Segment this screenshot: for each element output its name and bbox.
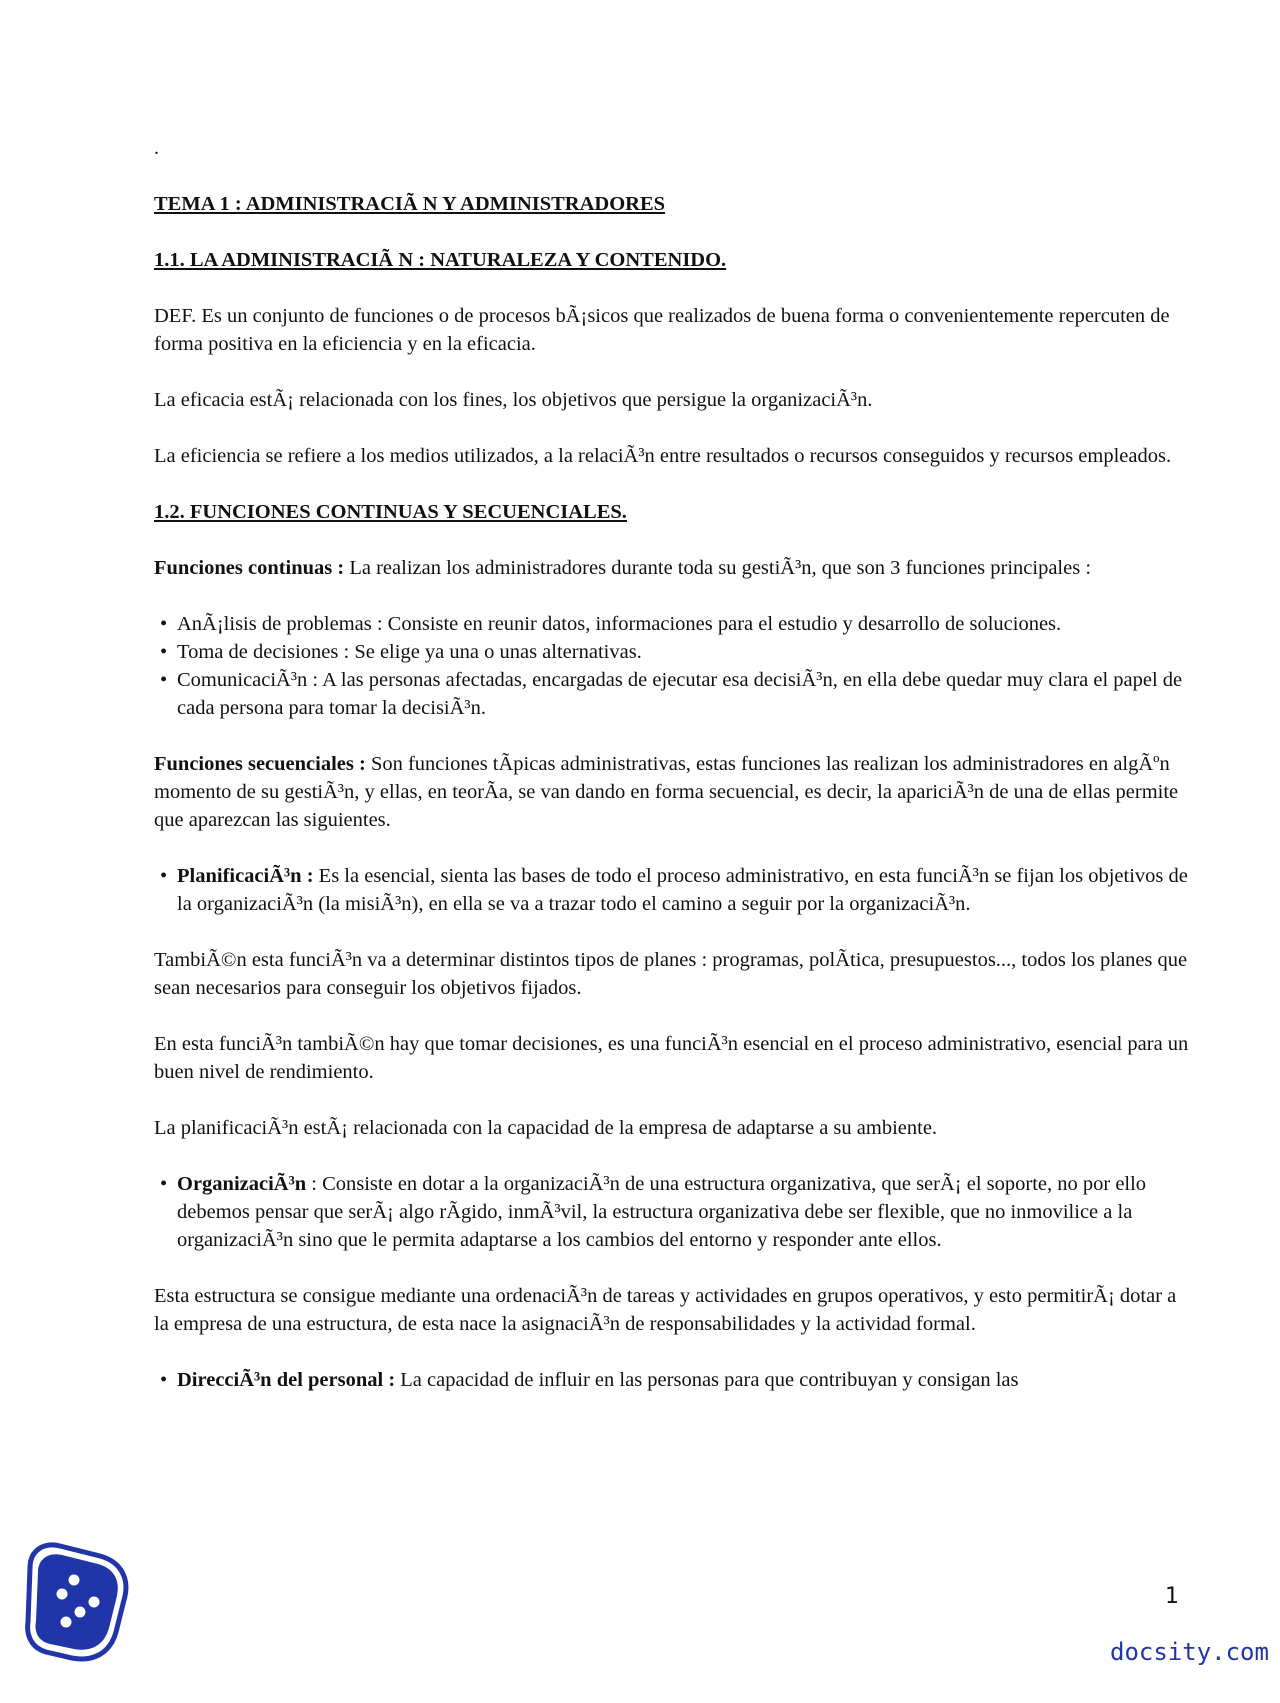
tambien-paragraph: TambiÃ©n esta funciÃ³n va a determinar distintos tipos de planes : programas, polÃtica, presupuestos..., todos los planes que sean necesarios para conseguir los objetivos fijados. <box>154 949 1188 999</box>
bullet-icon: • <box>160 641 168 663</box>
funciones-continuas-paragraph <box>154 554 1194 582</box>
organizacion-text: : Consiste en dotar a la organizaciÃ³n de una estructura organizativa, que serÃ¡ el soporte, no por ello debemos pensar que serÃ¡ algo rÃgido, inmÃ³vil, la estructura organizativa debe ser flexible, que no inmovilice a la organizaciÃ³n sino que le permita adaptarse a los cambios del entorno y responder ante ellos. <box>177 1173 1147 1251</box>
planificacion-label: PlanificaciÃ³n : <box>177 865 314 887</box>
list-item <box>154 1170 1194 1254</box>
bullet-icon: • <box>160 1173 168 1195</box>
continuas-bullet-list <box>154 610 1194 722</box>
funciones-secuenciales-text: Son funciones tÃpicas administrativas, estas funciones las realizan los administradores en algÃºn momento de su gestiÃ³n, y ellas, en teorÃa, se van dando en forma secuencial, es decir, la apariciÃ³n de una de ellas permite que aparezcan las siguientes. <box>154 753 1179 831</box>
bullet-icon: • <box>160 669 168 691</box>
eficacia-paragraph: La eficacia estÃ¡ relacionada con los fines, los objetivos que persigue la organizaciÃ³n. <box>154 389 873 411</box>
estructura-paragraph: Esta estructura se consigue mediante una ordenaciÃ³n de tareas y actividades en grupos operativos, y esto permitirÃ¡ dotar a la empresa de una estructura, de esta nace la asignaciÃ³n de responsabilidades y la actividad formal. <box>154 1285 1177 1335</box>
list-item <box>154 666 1194 722</box>
direccion-label: DirecciÃ³n del personal : <box>177 1369 396 1391</box>
docsity-logo-svg <box>22 1538 134 1664</box>
planificacion-text: Es la esencial, sienta las bases de todo el proceso administrativo, en esta funciÃ³n se fijan los objetivos de la organizaciÃ³n (la misiÃ³n), en ella se va a trazar todo el camino a seguir por la organizaciÃ³n. <box>177 865 1188 915</box>
leading-dot: . <box>154 137 159 159</box>
list-item-text: Toma de decisiones : Se elige ya una o unas alternativas. <box>177 641 642 663</box>
direccion-text: La capacidad de influir en las personas para que contribuyan y consigan las <box>395 1369 1019 1391</box>
logo-dot <box>69 1575 80 1586</box>
list-item <box>154 610 1194 638</box>
definition-paragraph: DEF. Es un conjunto de funciones o de procesos bÃ¡sicos que realizados de buena forma o convenientemente repercuten de forma positiva en la eficiencia y en la eficacia. <box>154 305 1170 355</box>
funciones-continuas-text: La realizan los administradores durante toda su gestiÃ³n, que son 3 funciones principales : <box>344 557 1092 579</box>
list-item <box>154 638 1194 666</box>
decisiones-paragraph: En esta funciÃ³n tambiÃ©n hay que tomar decisiones, es una funciÃ³n esencial en el proceso administrativo, esencial para un buen nivel de rendimiento. <box>154 1033 1189 1083</box>
list-item-text: ComunicaciÃ³n : A las personas afectadas, encargadas de ejecutar esa decisiÃ³n, en ella debe quedar muy clara el papel de cada persona para tomar la decisiÃ³n. <box>177 669 1183 719</box>
list-item <box>154 862 1194 918</box>
bullet-icon: • <box>160 1369 168 1391</box>
direccion-bullet-list <box>154 1366 1194 1394</box>
eficiencia-paragraph: La eficiencia se refiere a los medios utilizados, a la relaciÃ³n entre resultados o recursos conseguidos y recursos empleados. <box>154 445 1172 467</box>
docsity-watermark-link[interactable]: docsity.com <box>1110 1638 1269 1666</box>
list-item <box>154 1366 1194 1394</box>
logo-dot <box>89 1597 100 1608</box>
bullet-icon: • <box>160 865 168 887</box>
funciones-secuenciales-label: Funciones secuenciales : <box>154 753 366 775</box>
section-2-heading: 1.2. FUNCIONES CONTINUAS Y SECUENCIALES. <box>154 501 627 523</box>
page-number: 1 <box>1165 1584 1179 1609</box>
list-item-text: AnÃ¡lisis de problemas : Consiste en reunir datos, informaciones para el estudio y desarrollo de soluciones. <box>177 613 1062 635</box>
funciones-secuenciales-paragraph <box>154 750 1194 834</box>
docsity-logo-icon[interactable] <box>22 1538 134 1664</box>
document-title: TEMA 1 : ADMINISTRACIÃ N Y ADMINISTRADORES <box>154 193 666 215</box>
organizacion-bullet-list <box>154 1170 1194 1254</box>
funciones-continuas-label: Funciones continuas : <box>154 557 345 579</box>
planificacion-bullet-list <box>154 862 1194 918</box>
document-content <box>154 138 1194 1394</box>
bullet-icon: • <box>160 613 168 635</box>
logo-dot <box>57 1589 68 1600</box>
logo-dot <box>75 1607 86 1618</box>
planificacion-ambiente-paragraph: La planificaciÃ³n estÃ¡ relacionada con la capacidad de la empresa de adaptarse a su ambiente. <box>154 1117 938 1139</box>
section-1-heading: 1.1. LA ADMINISTRACIÃ N : NATURALEZA Y CONTENIDO. <box>154 249 727 271</box>
logo-dot <box>61 1617 72 1628</box>
organizacion-label: OrganizaciÃ³n <box>177 1173 307 1195</box>
